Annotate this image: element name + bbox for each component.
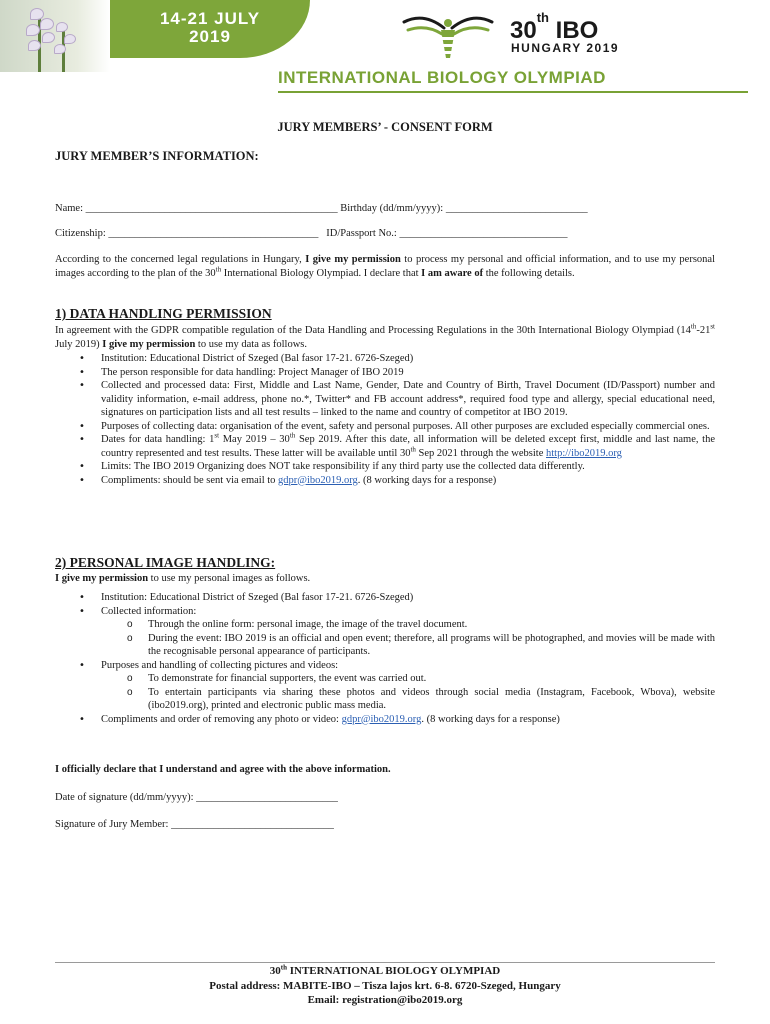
footer-divider	[55, 962, 715, 963]
sublist-item: o To demonstrate for financial supporters, the event was carried out.	[101, 672, 715, 686]
event-dates	[110, 10, 310, 46]
birthday-field[interactable]: ___________________________	[445, 203, 588, 214]
name-field[interactable]: ________________________________________________	[85, 203, 338, 214]
list-item: • Dates for data handling: 1st May 2019 – 30th Sep 2019. After this date, all information will be deleted except first, middle and last name, the country represented and test results. These latter will be available until 30th Sep 2021 through the website http://ibo2019.org	[55, 433, 715, 460]
citizenship-field[interactable]: ________________________________________	[108, 228, 319, 239]
list-item: • Compliments and order of removing any photo or video: gdpr@ibo2019.org. (8 working days for a response)	[55, 713, 715, 727]
name-label: Name:	[55, 203, 83, 214]
dates-line-2: 2019	[189, 27, 231, 46]
section-1-intro: In agreement with the GDPR compatible regulation of the Data Handling and Processing Regulations in the 30th International Biology Olympiad (14th-21st July 2019) I give my permission to use my data as follows.	[55, 322, 715, 350]
intro-paragraph: According to the concerned legal regulations in Hungary, I give my permission to process my personal and official information, and to use my personal images according to the plan of the 30th International Biology Olympiad. I declare that I am aware of the following details.	[55, 254, 715, 279]
signature-row	[55, 818, 334, 832]
list-item: • Purposes and handling of collecting pictures and videos: o To demonstrate for financial supporters, the event was carried out. o To entertain participants via sharing these photos and videos through social media (Instagram, Facebook, Wbova), website (ibo2019.org), printed and electronic public mass media.	[55, 659, 715, 713]
list-item: • Institution: Educational District of Szeged (Bal fasor 17-21. 6726-Szeged)	[55, 352, 715, 366]
section-1-list	[55, 352, 715, 487]
sublist-item: o To entertain participants via sharing these photos and videos through social media (Instagram, Facebook, Wbova), website (ibo2019.org), printed and electronic public mass media.	[101, 686, 715, 713]
birthday-label: Birthday (dd/mm/yyyy):	[340, 203, 444, 214]
date-signature-row	[55, 791, 338, 805]
section-2-list	[55, 591, 715, 726]
list-item: • Compliments: should be sent via email to gdpr@ibo2019.org. (8 working days for a response)	[55, 474, 715, 488]
gdpr-email-link[interactable]: gdpr@ibo2019.org	[278, 474, 358, 486]
sublist-item: o Through the online form: personal image, the image of the travel document.	[101, 618, 715, 632]
header-banner	[0, 0, 770, 100]
footer-email: Email: registration@ibo2019.org	[307, 994, 463, 1006]
signature-label: Signature of Jury Member:	[55, 819, 169, 830]
citizenship-label: Citizenship:	[55, 228, 106, 239]
dates-line-1: 14-21 JULY	[159, 9, 261, 28]
date-signature-label: Date of signature (dd/mm/yyyy):	[55, 792, 194, 803]
declaration-statement: I officially declare that I understand and agree with the above information.	[55, 764, 391, 775]
footer-title: 30th INTERNATIONAL BIOLOGY OLYMPIAD	[269, 963, 501, 977]
list-item: • Collected and processed data: First, Middle and Last Name, Gender, Date and Country of Birth, Travel Document (ID/Passport) number and validity information, e-mail address, phone no.*, Twitter* and FB account address*, required food type and allergy, special educational need, signatures on participation lists and all test results – linked to the name and country of competitor at IBO 2019.	[55, 379, 715, 420]
sublist-item: o During the event: IBO 2019 is an official and open event; therefore, all programs will be photographed, and movies will be made with the recognisable personal appearance of participants.	[101, 632, 715, 659]
passport-label: ID/Passport No.:	[326, 228, 397, 239]
list-item: • Purposes of collecting data: organisation of the event, safety and personal purposes. All other purposes are excluded especially commercial ones.	[55, 420, 715, 434]
name-birthday-row	[55, 202, 588, 216]
date-band	[110, 0, 310, 58]
banner-divider	[278, 91, 748, 93]
olympiad-title: INTERNATIONAL BIOLOGY OLYMPIAD	[278, 68, 606, 87]
form-title: JURY MEMBERS’ - CONSENT FORM	[277, 120, 493, 134]
list-item: • Collected information: o Through the online form: personal image, the image of the travel document. o During the event: IBO 2019 is an official and open event; therefore, all programs will be photographed, and movies will be made with the recognisable personal appearance of participants.	[55, 605, 715, 659]
ibo-title: 30th IBO	[510, 10, 599, 44]
footer	[0, 964, 770, 1008]
footer-postal-address: Postal address: MABITE-IBO – Tisza lajos krt. 6-8. 6720-Szeged, Hungary	[209, 979, 561, 992]
bee-logo-icon	[398, 10, 498, 62]
info-heading: JURY MEMBER’S INFORMATION:	[55, 149, 259, 163]
collected-sublist	[101, 618, 715, 659]
section-2-intro: I give my permission to use my personal images as follows.	[55, 573, 311, 584]
citizenship-passport-row	[55, 227, 567, 241]
purposes-sublist	[101, 672, 715, 713]
date-signature-field[interactable]: ___________________________	[196, 792, 338, 803]
section-1-heading: 1) DATA HANDLING PERMISSION	[55, 306, 272, 321]
list-item: • The person responsible for data handling: Project Manager of IBO 2019	[55, 366, 715, 380]
flower-image	[0, 0, 110, 72]
list-item: • Institution: Educational District of Szeged (Bal fasor 17-21. 6726-Szeged)	[55, 591, 715, 605]
list-item: • Limits: The IBO 2019 Organizing does NOT take responsibility if any third party use the collected data differently.	[55, 460, 715, 474]
website-link[interactable]: http://ibo2019.org	[546, 447, 622, 459]
passport-field[interactable]: ________________________________	[399, 228, 568, 239]
section-2-heading: 2) PERSONAL IMAGE HANDLING:	[55, 555, 276, 570]
gdpr-email-link[interactable]: gdpr@ibo2019.org	[341, 713, 422, 725]
signature-field[interactable]: _______________________________	[171, 819, 334, 830]
ibo-subtitle: HUNGARY 2019	[511, 41, 620, 55]
